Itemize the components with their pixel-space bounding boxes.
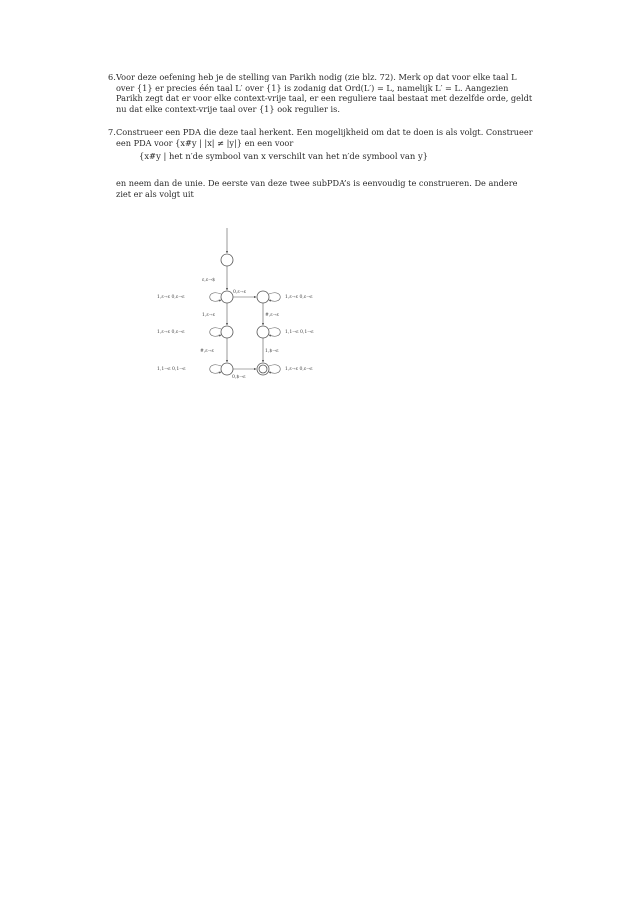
exercise-7 [108,127,566,148]
exercise-7-line-3: en neem dan de unie. De eerste van deze twee subPDA’s is eenvoudig te construeren. De andere [116,178,518,188]
state-s1 [221,291,233,303]
loop-r1 [269,293,280,301]
exercise-6 [108,72,566,114]
state-s2 [221,326,233,338]
exercise-7-line-1: Construeer een PDA die deze taal herkent. Een mogelijkheid om dat te doen is als volgt. Construeer [116,127,533,137]
label-s3-accept: 0,$→ε [232,375,246,380]
label-s2-loop: 1,ε→ε 0,ε→ε [157,330,185,335]
label-s1-s2: 1,ε→ε [202,313,215,318]
loop-accept [269,365,280,373]
label-r1-r2: #,ε→ε [265,313,279,318]
loop-s2 [210,328,221,336]
label-r2-loop: 1,1→ε 0,1→ε [285,330,314,335]
state-r2 [257,326,269,338]
label-r1-loop: 1,ε→ε 0,ε→ε [285,295,313,300]
state-s3 [221,363,233,375]
exercise-7-line-2: een PDA voor {x#y | |x| ≠ |y|} en een voor [116,137,294,148]
state-accept-inner [259,365,267,373]
exercise-6-line-1: Voor deze oefening heb je de stelling van Parikh nodig (zie blz. 72). Merk op dat voor elke taal L [116,72,517,82]
label-accept-loop: 1,ε→ε 0,ε→ε [285,367,313,372]
exercise-6-line-4: nu dat elke context-vrije taal over {1} ook regulier is. [116,103,340,114]
loop-s3 [210,365,221,373]
exercise-7-number: 7. [108,127,116,137]
exercise-6-line-3: Parikh zegt dat er voor elke context-vrije taal, er een reguliere taal bestaat met dezelfde orde, geldt [116,93,533,104]
exercise-7-line-4: ziet er als volgt uit [116,188,194,199]
exercise-6-line-2: over {1} er precies één taal L′ over {1} is zodanig dat Ord(L′) = L, namelijk L′ = L. Aangezien [116,82,509,93]
label-s1-loop: 1,ε→ε 0,ε→ε [157,295,185,300]
loop-r2 [269,328,280,336]
label-s3-loop: 1,1→ε 0,1→ε [157,367,186,372]
label-s2-s3: #,ε→ε [200,349,214,354]
state-r1 [257,291,269,303]
exercise-6-number: 6. [108,72,116,82]
label-r2-accept: 1,$→ε [265,349,279,354]
label-start-push: ε,ε→$ [202,278,215,283]
label-s1-r1: 0,ε→ε [233,290,246,295]
set-expression: {x#y | het n′de symbool van x verschilt van het n′de symbool van y} [139,151,429,161]
state-start [221,254,233,266]
exercise-7-continued [116,178,566,199]
pda-diagram [150,224,350,384]
loop-s1 [210,293,221,301]
